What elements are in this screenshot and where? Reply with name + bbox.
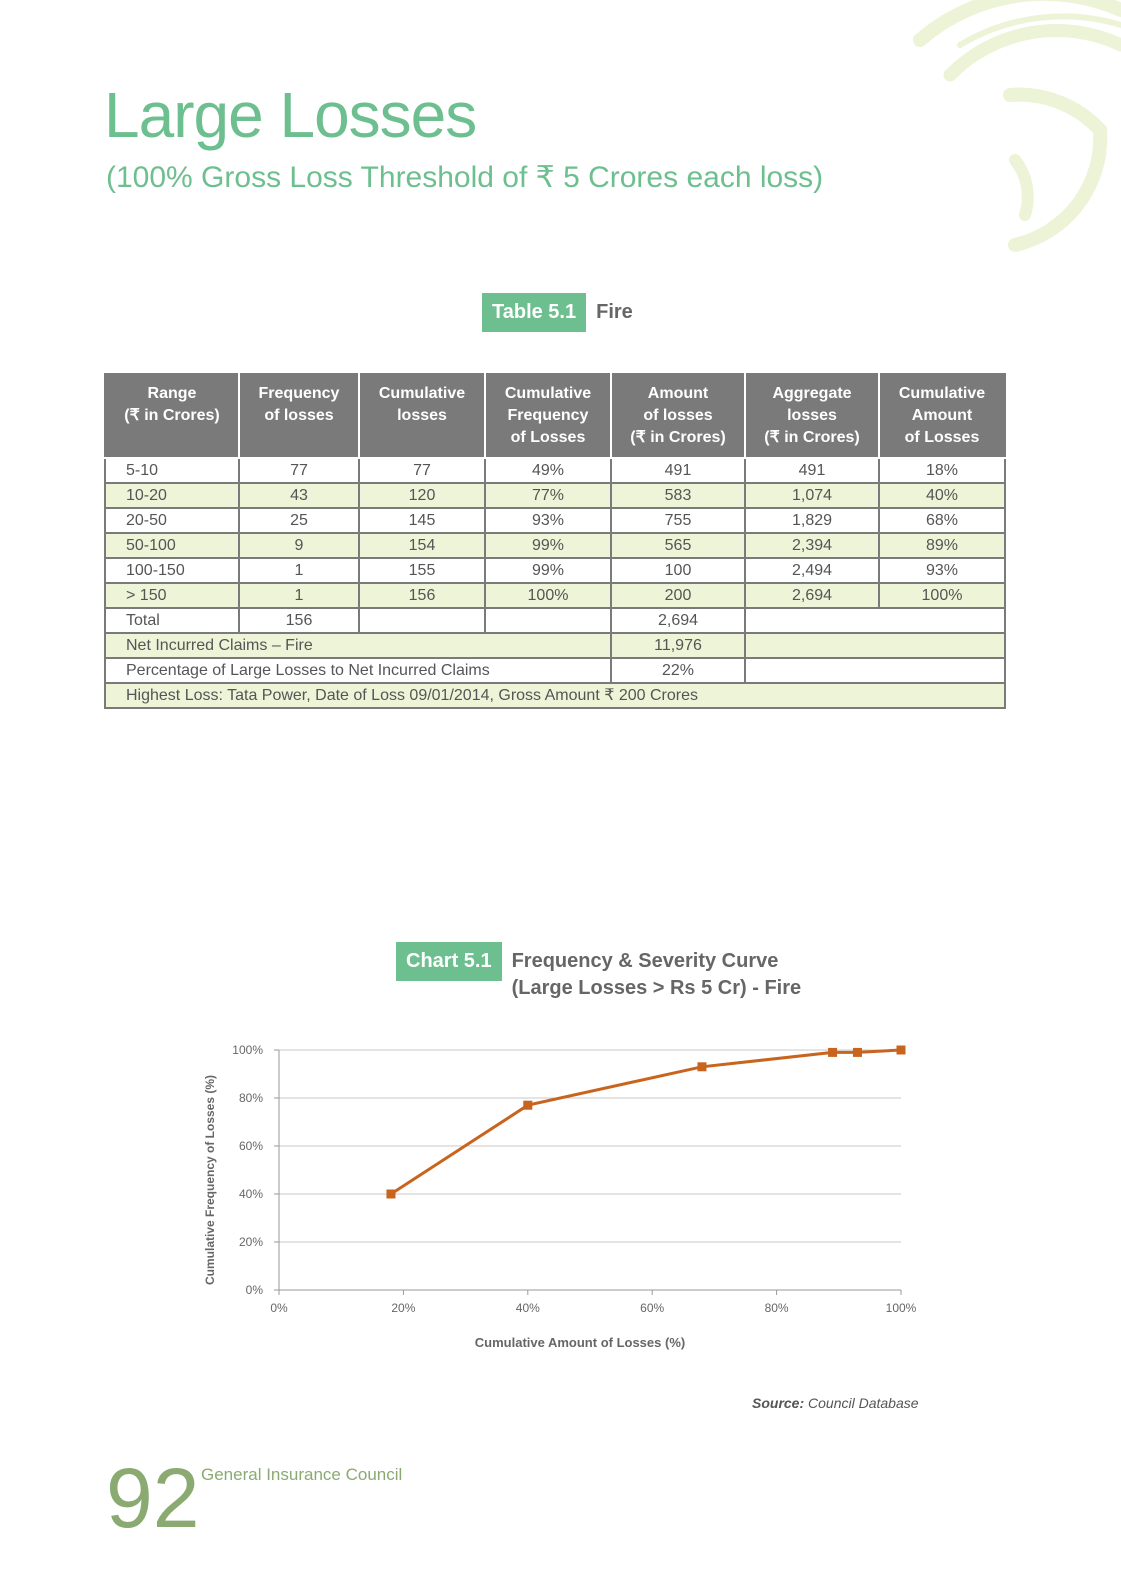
column-header-line: Amount xyxy=(911,407,973,424)
column-header-line: Cumulative xyxy=(504,385,592,402)
y-tick-label: 20% xyxy=(238,1235,263,1249)
table-cell: 156 xyxy=(359,583,485,608)
table-cell: 49% xyxy=(485,458,611,483)
column-header xyxy=(359,374,485,458)
table-row xyxy=(105,533,1005,558)
table-cell: 9 xyxy=(239,533,359,558)
table-cell: 77 xyxy=(239,458,359,483)
table-cell: 40% xyxy=(879,483,1005,508)
table-cell: 154 xyxy=(359,533,485,558)
table-cell: 10-20 xyxy=(105,483,239,508)
highest-loss-row xyxy=(105,683,1005,708)
table-cell: 583 xyxy=(611,483,745,508)
chart-title-line1: Frequency & Severity Curve xyxy=(511,950,779,972)
column-header-line: Frequency xyxy=(258,385,340,402)
table-cell: 755 xyxy=(611,508,745,533)
net-incurred-row xyxy=(105,633,1005,658)
table-body xyxy=(105,458,1005,708)
page-number: 92 xyxy=(106,1451,200,1545)
x-tick-label: 40% xyxy=(515,1301,540,1315)
column-header-line: losses xyxy=(397,407,447,424)
net-incurred-value: 11,976 xyxy=(611,633,745,658)
y-axis-title: Cumulative Frequency of Losses (%) xyxy=(203,1074,217,1286)
table-row xyxy=(105,558,1005,583)
empty-cell xyxy=(359,608,485,633)
page-subtitle: (100% Gross Loss Threshold of ₹ 5 Crores each loss) xyxy=(106,161,824,194)
chart-caption xyxy=(396,942,801,1002)
table-row xyxy=(105,483,1005,508)
table-cell: 5-10 xyxy=(105,458,239,483)
table-cell: 77 xyxy=(359,458,485,483)
data-point xyxy=(897,1046,906,1055)
page-title: Large Losses xyxy=(104,79,477,151)
source-label: Source: xyxy=(752,1395,805,1411)
data-point xyxy=(828,1048,837,1057)
data-point xyxy=(523,1101,532,1110)
total-frequency: 156 xyxy=(239,608,359,633)
y-tick-label: 0% xyxy=(245,1283,263,1297)
table-cell: 20-50 xyxy=(105,508,239,533)
table-cell: 99% xyxy=(485,558,611,583)
large-losses-table xyxy=(104,373,1006,709)
y-tick-label: 40% xyxy=(238,1187,263,1201)
empty-cell xyxy=(745,658,1005,683)
chart-title xyxy=(512,942,802,1002)
y-tick-label: 60% xyxy=(238,1139,263,1153)
table-cell: 1 xyxy=(239,583,359,608)
table-cell: 93% xyxy=(879,558,1005,583)
data-point xyxy=(697,1062,706,1071)
chart-title-line2: (Large Losses > Rs 5 Cr) - Fire xyxy=(511,977,802,999)
column-header xyxy=(485,374,611,458)
x-tick-label: 100% xyxy=(885,1301,917,1315)
column-header-line: losses xyxy=(787,407,837,424)
table-caption xyxy=(482,293,633,332)
column-header xyxy=(611,374,745,458)
table-cell: 491 xyxy=(745,458,879,483)
table-cell: 99% xyxy=(485,533,611,558)
frequency-severity-chart xyxy=(190,1030,950,1360)
table-cell: 100 xyxy=(611,558,745,583)
net-incurred-label: Net Incurred Claims – Fire xyxy=(105,633,611,658)
total-label: Total xyxy=(105,608,239,633)
data-point xyxy=(853,1048,862,1057)
table-cell: 77% xyxy=(485,483,611,508)
percentage-label: Percentage of Large Losses to Net Incurred Claims xyxy=(105,658,611,683)
column-header-line: of losses xyxy=(643,407,713,424)
column-header-line: (₹ in Crores) xyxy=(764,429,860,446)
table-cell: 100-150 xyxy=(105,558,239,583)
source-text: Council Database xyxy=(804,1395,919,1411)
y-tick-label: 80% xyxy=(238,1091,263,1105)
table-cell: 565 xyxy=(611,533,745,558)
highest-loss-text: Highest Loss: Tata Power, Date of Loss 09/01/2014, Gross Amount ₹ 200 Crores xyxy=(105,683,1005,708)
table-cell: 100% xyxy=(485,583,611,608)
table-cell: 1,829 xyxy=(745,508,879,533)
x-tick-label: 20% xyxy=(391,1301,416,1315)
column-header-line: of Losses xyxy=(904,429,980,446)
footer-org: General Insurance Council xyxy=(201,1465,403,1484)
table-cell: 1 xyxy=(239,558,359,583)
table-cell: 120 xyxy=(359,483,485,508)
table-row xyxy=(105,583,1005,608)
table-row xyxy=(105,508,1005,533)
table-cell: 43 xyxy=(239,483,359,508)
chart-tag: Chart 5.1 xyxy=(396,942,502,981)
column-header-line: Amount xyxy=(647,385,709,402)
table-cell: 1,074 xyxy=(745,483,879,508)
decorative-arcs xyxy=(900,0,1121,270)
table-cell: 50-100 xyxy=(105,533,239,558)
table-row xyxy=(105,458,1005,483)
empty-cell xyxy=(485,608,611,633)
table-cell: 2,494 xyxy=(745,558,879,583)
table-caption-text: Fire xyxy=(596,301,633,323)
total-amount: 2,694 xyxy=(611,608,745,633)
column-header-line: Range xyxy=(147,385,197,402)
table-cell: > 150 xyxy=(105,583,239,608)
data-point xyxy=(386,1190,395,1199)
table-cell: 491 xyxy=(611,458,745,483)
table-cell: 2,694 xyxy=(745,583,879,608)
table-cell: 145 xyxy=(359,508,485,533)
column-header xyxy=(745,374,879,458)
empty-cell xyxy=(745,608,1005,633)
x-axis-title: Cumulative Amount of Losses (%) xyxy=(474,1335,686,1350)
column-header-line: of losses xyxy=(264,407,334,424)
column-header-line: of Losses xyxy=(510,429,586,446)
percentage-row xyxy=(105,658,1005,683)
table-tag: Table 5.1 xyxy=(482,293,586,332)
column-header-line: (₹ in Crores) xyxy=(630,429,726,446)
column-header-line: (₹ in Crores) xyxy=(124,407,220,424)
table-cell: 2,394 xyxy=(745,533,879,558)
table-cell: 155 xyxy=(359,558,485,583)
table-cell: 25 xyxy=(239,508,359,533)
table-cell: 89% xyxy=(879,533,1005,558)
table-cell: 93% xyxy=(485,508,611,533)
column-header-line: Cumulative xyxy=(378,385,466,402)
total-row xyxy=(105,608,1005,633)
column-header-line: Frequency xyxy=(507,407,589,424)
series-line xyxy=(391,1050,901,1194)
column-header-line: Aggregate xyxy=(772,385,852,402)
empty-cell xyxy=(745,633,1005,658)
column-header-line: Cumulative xyxy=(898,385,986,402)
table-cell: 100% xyxy=(879,583,1005,608)
table-cell: 68% xyxy=(879,508,1005,533)
percentage-value: 22% xyxy=(611,658,745,683)
column-header xyxy=(105,374,239,458)
table-cell: 200 xyxy=(611,583,745,608)
column-header xyxy=(239,374,359,458)
y-tick-label: 100% xyxy=(232,1043,263,1057)
x-tick-label: 80% xyxy=(764,1301,789,1315)
source-note xyxy=(752,1395,919,1411)
column-header xyxy=(879,374,1005,458)
x-tick-label: 60% xyxy=(640,1301,665,1315)
table-header-row xyxy=(105,374,1005,458)
x-tick-label: 0% xyxy=(270,1301,288,1315)
table-cell: 18% xyxy=(879,458,1005,483)
